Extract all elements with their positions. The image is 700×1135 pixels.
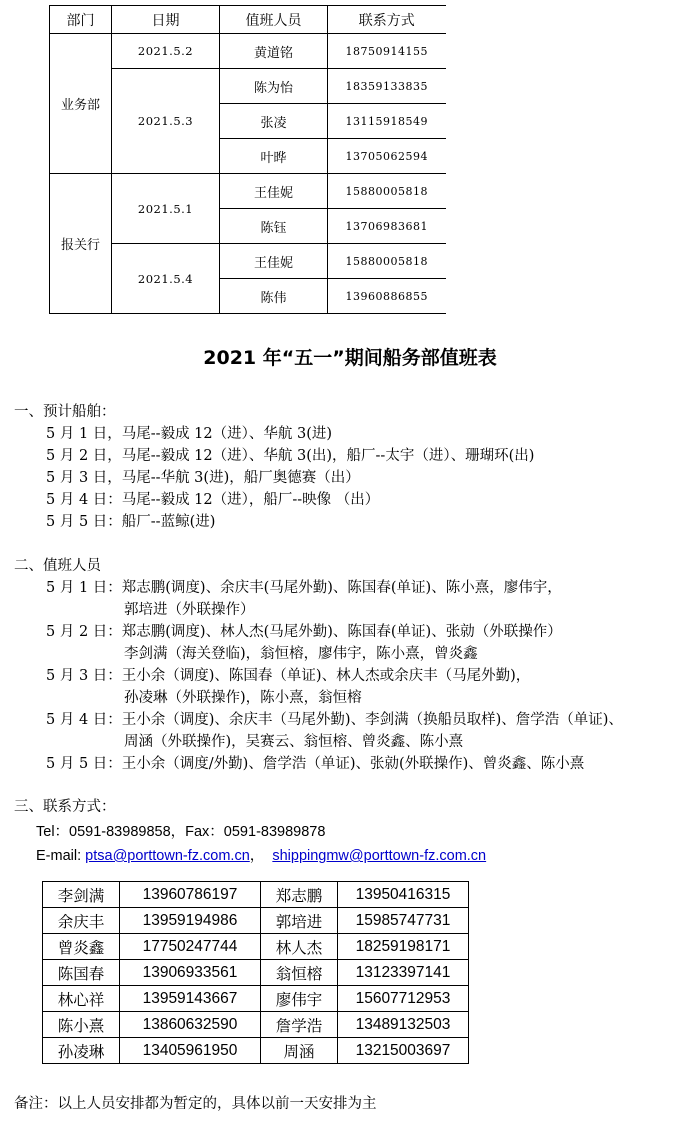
date-cell: 2021.5.3 xyxy=(112,69,220,174)
contact-phone: 13489132503 xyxy=(338,1012,469,1038)
email-link-shippingmw[interactable]: shippingmw@porttown-fz.com.cn xyxy=(272,848,487,864)
person-name: 陈为怡 xyxy=(220,69,328,104)
page-title: 2021 年“五一”期间船务部值班表 xyxy=(203,347,497,369)
contact-name: 李剑满 xyxy=(43,882,120,908)
section-heading: 三、联系方式： xyxy=(14,799,116,815)
contact-name: 余庆丰 xyxy=(43,908,120,934)
person-phone: 13705062594 xyxy=(328,139,446,174)
contact-name: 郑志鹏 xyxy=(261,882,338,908)
contact-name: 陈小熹 xyxy=(43,1012,120,1038)
person-name: 王佳妮 xyxy=(220,244,328,279)
staff-line: 5 月 5 日：王小余（调度/外勤)、詹学浩（单证)、张勍(外联操作)、曾炎鑫、陈小熹 xyxy=(46,756,585,772)
staff-line-cont: 周涵（外联操作)，吴赛云、翁恒榕、曾炎鑫、陈小熹 xyxy=(124,734,464,750)
phone-table xyxy=(42,881,469,1064)
contact-phone: 15607712953 xyxy=(338,986,469,1012)
contact-phone: 13123397141 xyxy=(338,960,469,986)
section-contact-heading xyxy=(14,796,116,818)
contact-name: 陈国春 xyxy=(43,960,120,986)
person-name: 叶晔 xyxy=(220,139,328,174)
table-row xyxy=(43,1038,469,1064)
duty-table xyxy=(49,5,446,314)
table-row xyxy=(43,934,469,960)
table-row xyxy=(43,986,469,1012)
person-phone: 13960886855 xyxy=(328,279,446,314)
vessel-line: 5 月 5 日：船厂--蓝鲸(进) xyxy=(46,514,216,530)
vessel-line: 5 月 3 日，马尾--华航 3(进)，船厂奥德赛（出） xyxy=(46,470,360,486)
vessel-line: 5 月 1 日，马尾--毅成 12（进）、华航 3(进) xyxy=(46,426,333,442)
person-phone: 18359133835 xyxy=(328,69,446,104)
contact-phone: 15985747731 xyxy=(338,908,469,934)
contact-phone: 13959143667 xyxy=(120,986,261,1012)
contact-name: 曾炎鑫 xyxy=(43,934,120,960)
table-row xyxy=(50,174,446,209)
contact-phone: 13906933561 xyxy=(120,960,261,986)
staff-line-cont: 李剑满（海关登临)，翁恒榕，廖伟宇，陈小熹，曾炎鑫 xyxy=(124,646,478,662)
duty-table-header xyxy=(50,6,446,34)
person-name: 陈钰 xyxy=(220,209,328,244)
staff-line-cont: 孙凌琳（外联操作)，陈小熹，翁恒榕 xyxy=(124,690,362,706)
vessel-line: 5 月 4 日：马尾--毅成 12（进），船厂--映像 （出） xyxy=(46,492,380,508)
section-heading: 一、预计船舶： xyxy=(14,404,116,420)
contact-name: 周涵 xyxy=(261,1038,338,1064)
email-line xyxy=(36,844,486,868)
department-cell: 业务部 xyxy=(50,34,112,174)
staff-line-cont: 郭培进（外联操作） xyxy=(124,602,255,618)
date-cell: 2021.5.2 xyxy=(112,34,220,69)
staff-line: 5 月 2 日：郑志鹏(调度)、林人杰(马尾外勤)、陈国春(单证)、张勍（外联操作） xyxy=(46,624,562,640)
contact-phone: 13950416315 xyxy=(338,882,469,908)
table-row xyxy=(50,34,446,69)
remark-note: 备注：以上人员安排都为暂定的，具体以前一天安排为主 xyxy=(14,1096,377,1112)
contact-phone: 17750247744 xyxy=(120,934,261,960)
contact-name: 詹学浩 xyxy=(261,1012,338,1038)
email-separator: ， xyxy=(249,848,273,864)
staff-line: 5 月 4 日：王小余（调度)、余庆丰（马尾外勤)、李剑满（换船员取样)、詹学浩（单证)、 xyxy=(46,712,623,728)
email-label: E-mail: xyxy=(36,848,86,864)
header-contact: 联系方式 xyxy=(328,6,446,34)
contact-name: 郭培进 xyxy=(261,908,338,934)
person-phone: 18750914155 xyxy=(328,34,446,69)
contact-phone: 13215003697 xyxy=(338,1038,469,1064)
contact-phone: 13860632590 xyxy=(120,1012,261,1038)
person-phone: 15880005818 xyxy=(328,174,446,209)
tel-fax-line: Tel：0591-83989858，Fax：0591-83989878 xyxy=(36,824,326,840)
table-row xyxy=(43,960,469,986)
contact-name: 廖伟宇 xyxy=(261,986,338,1012)
contact-info xyxy=(36,820,486,868)
contact-name: 翁恒榕 xyxy=(261,960,338,986)
contact-phone: 18259198171 xyxy=(338,934,469,960)
contact-phone: 13960786197 xyxy=(120,882,261,908)
person-name: 张凌 xyxy=(220,104,328,139)
header-duty-person: 值班人员 xyxy=(220,6,328,34)
person-phone: 13115918549 xyxy=(328,104,446,139)
person-name: 黄道铭 xyxy=(220,34,328,69)
section-duty-staff xyxy=(14,555,623,775)
vessel-line: 5 月 2 日，马尾--毅成 12（进）、华航 3(出)，船厂--太宇（进）、珊瑚环(出) xyxy=(46,448,535,464)
contact-name: 林心祥 xyxy=(43,986,120,1012)
department-cell: 报关行 xyxy=(50,174,112,314)
person-phone: 13706983681 xyxy=(328,209,446,244)
table-row xyxy=(43,882,469,908)
header-date: 日期 xyxy=(112,6,220,34)
staff-line: 5 月 1 日：郑志鹏(调度)、余庆丰(马尾外勤)、陈国春(单证)、陈小熹，廖伟宇， xyxy=(46,580,562,596)
section-expected-vessels xyxy=(14,401,534,533)
table-row xyxy=(43,908,469,934)
table-row xyxy=(43,1012,469,1038)
contact-name: 林人杰 xyxy=(261,934,338,960)
email-link-ptsa[interactable]: ptsa@porttown-fz.com.cn xyxy=(85,848,250,864)
date-cell: 2021.5.4 xyxy=(112,244,220,314)
contact-phone: 13959194986 xyxy=(120,908,261,934)
contact-phone: 13405961950 xyxy=(120,1038,261,1064)
person-name: 王佳妮 xyxy=(220,174,328,209)
person-phone: 15880005818 xyxy=(328,244,446,279)
date-cell: 2021.5.1 xyxy=(112,174,220,244)
section-heading: 二、值班人员 xyxy=(14,558,101,574)
person-name: 陈伟 xyxy=(220,279,328,314)
header-department: 部门 xyxy=(50,6,112,34)
staff-line: 5 月 3 日：王小余（调度)、陈国春（单证)、林人杰或余庆丰（马尾外勤)， xyxy=(46,668,531,684)
contact-name: 孙凌琳 xyxy=(43,1038,120,1064)
